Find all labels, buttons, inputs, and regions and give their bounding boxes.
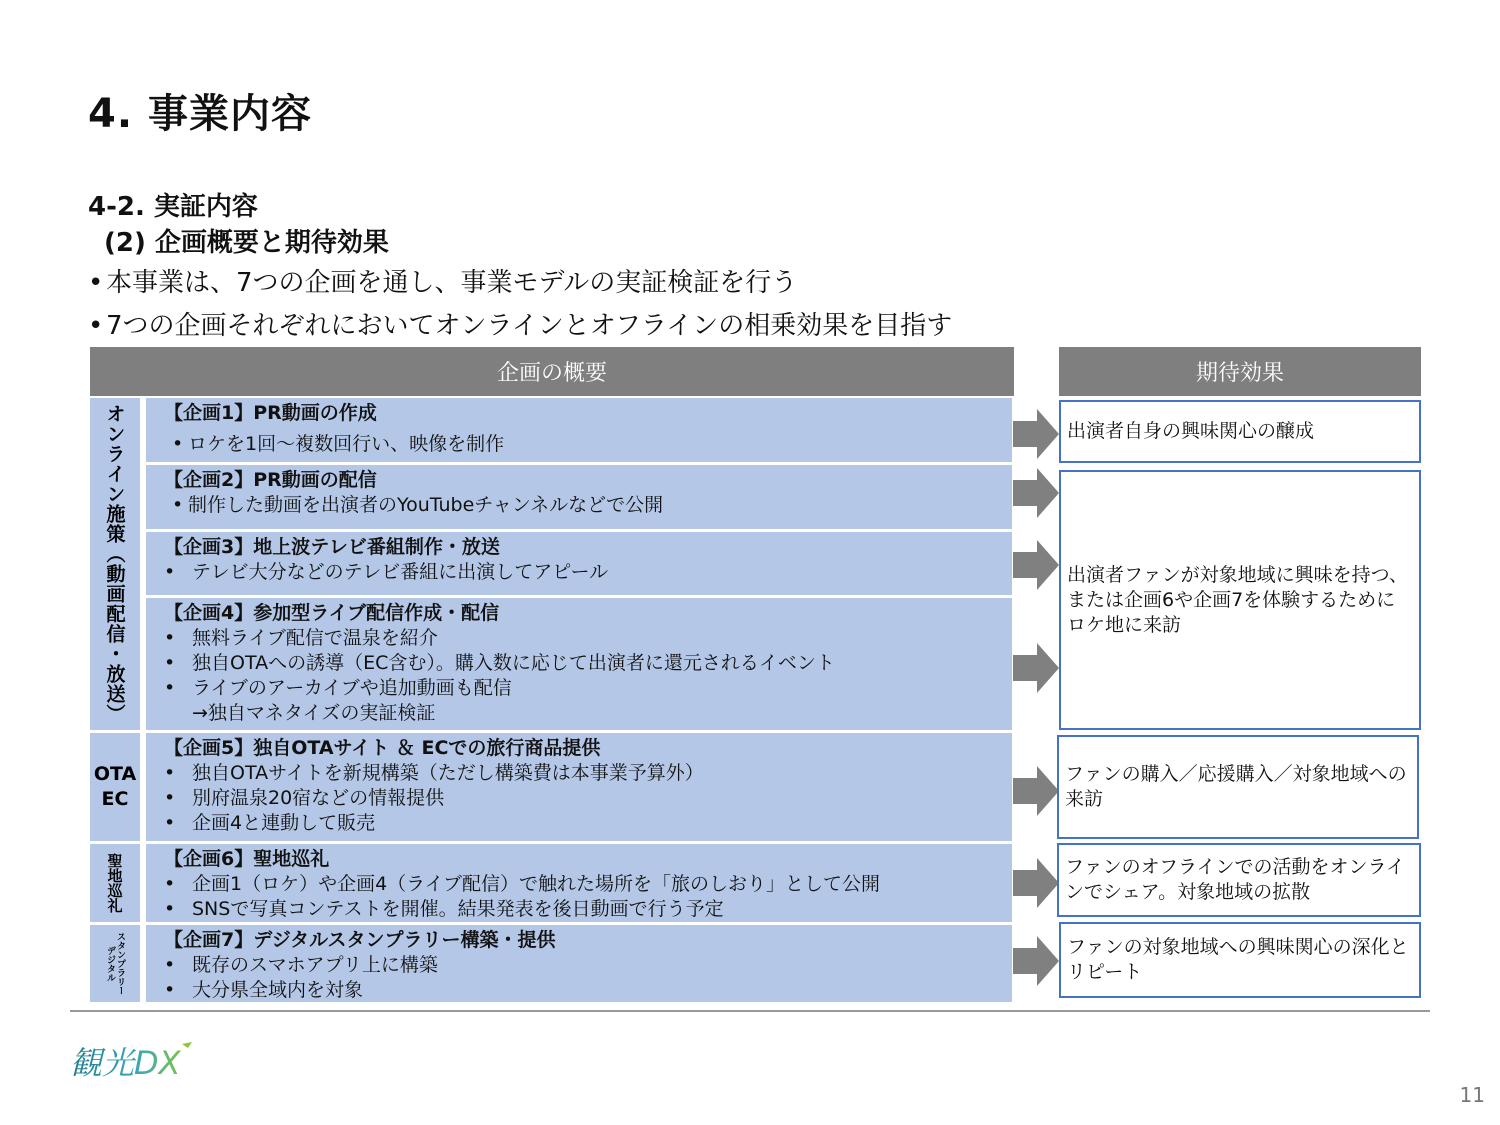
plan-title: 【企画7】デジタルスタンプラリー構築・提供 bbox=[164, 929, 556, 951]
arrow-right-icon bbox=[1013, 858, 1059, 908]
intro-bullet-text: 本事業は、7つの企画を通し、事業モデルの実証検証を行う bbox=[106, 268, 798, 298]
arrow-right-icon bbox=[1013, 540, 1059, 590]
category-ota-ec bbox=[90, 733, 140, 841]
plan-item: →独自マネタイズの実証検証 bbox=[192, 702, 436, 724]
plan-item: • 無料ライブ配信で温泉を紹介 bbox=[164, 626, 1012, 651]
category-online bbox=[90, 398, 140, 730]
intro-bullet-2 bbox=[88, 305, 952, 342]
bullet-icon: • bbox=[88, 268, 104, 298]
category-ota-label: OTA bbox=[93, 763, 137, 785]
category-seichi-label: 聖地巡礼 bbox=[105, 853, 124, 913]
plan-item: • 既存のスマホアプリ上に構築 bbox=[164, 953, 1012, 978]
plan-item: • 企画1（ロケ）や企画4（ライブ配信）で触れた場所を「旅のしおり」として公開 bbox=[164, 872, 1012, 897]
arrow-right-icon bbox=[1013, 936, 1059, 986]
effect-1: 出演者自身の興味関心の醸成 bbox=[1059, 400, 1421, 463]
section-subsubtitle: (2) 企画概要と期待効果 bbox=[104, 228, 389, 258]
category-ec-label: EC bbox=[101, 788, 129, 810]
plan-6 bbox=[146, 844, 1012, 922]
plan-item: • 制作した動画を出演者のYouTubeチャンネルなどで公開 bbox=[164, 493, 1012, 518]
plan-5 bbox=[146, 733, 1012, 841]
category-stamp-label-1: デジタル bbox=[105, 945, 115, 982]
arrow-right-icon bbox=[1013, 766, 1059, 816]
plan-item: • 独自OTAサイトを新規構築（ただし構築費は本事業予算外） bbox=[164, 761, 1012, 786]
plan-7 bbox=[146, 925, 1012, 1002]
plan-item: • 独自OTAへの誘導（EC含む）。購入数に応じて出演者に還元されるイベント bbox=[164, 651, 1012, 676]
table-header-effects: 期待効果 bbox=[1059, 347, 1421, 396]
category-stamp-label-2: スタンプラリー bbox=[115, 932, 125, 995]
effect-5: ファンの対象地域への興味関心の深化とリピート bbox=[1059, 922, 1421, 998]
footer-divider bbox=[70, 1010, 1430, 1012]
plan-1 bbox=[146, 398, 1012, 462]
plan-3 bbox=[146, 532, 1012, 595]
kanko-dx-logo bbox=[70, 1040, 200, 1082]
arrow-right-icon bbox=[1013, 409, 1059, 459]
plan-item: • 大分県全域内を対象 bbox=[164, 978, 1012, 1003]
arrow-right-icon bbox=[1013, 468, 1059, 518]
plan-item: • 別府温泉20宿などの情報提供 bbox=[164, 786, 1012, 811]
page-title: 4. 事業内容 bbox=[88, 91, 312, 137]
plan-item: • ライブのアーカイブや追加動画も配信 bbox=[164, 676, 1012, 701]
bullet-icon: • bbox=[88, 311, 104, 341]
effect-3: ファンの購入／応援購入／対象地域への来訪 bbox=[1057, 735, 1419, 839]
plan-title: 【企画4】参加型ライブ配信作成・配信 bbox=[164, 602, 500, 624]
plan-2 bbox=[146, 465, 1012, 529]
category-stamp bbox=[90, 925, 140, 1002]
category-seichi bbox=[90, 844, 140, 922]
plan-4 bbox=[146, 598, 1012, 730]
effect-4: ファンのオフラインでの活動をオンラインでシェア。対象地域の拡散 bbox=[1057, 843, 1421, 917]
plan-title: 【企画3】地上波テレビ番組制作・放送 bbox=[164, 536, 500, 558]
plan-item: • ロケを1回～複数回行い、映像を制作 bbox=[164, 432, 1012, 457]
plan-item: • 企画4と連動して販売 bbox=[164, 811, 1012, 836]
logo-text: 観光DX bbox=[70, 1044, 181, 1082]
plan-title: 【企画5】独自OTAサイト ＆ ECでの旅行商品提供 bbox=[164, 737, 601, 759]
plan-title: 【企画2】PR動画の配信 bbox=[164, 469, 377, 491]
page-number: 11 bbox=[1459, 1083, 1485, 1107]
table-header-overview: 企画の概要 bbox=[90, 347, 1014, 396]
arrow-right-icon bbox=[1013, 643, 1059, 693]
section-subtitle: 4-2. 実証内容 bbox=[88, 192, 258, 222]
effect-2: 出演者ファンが対象地域に興味を持つ、または企画6や企画7を体験するためにロケ地に来訪 bbox=[1059, 470, 1421, 730]
plan-item: • SNSで写真コンテストを開催。結果発表を後日動画で行う予定 bbox=[164, 897, 1012, 922]
plan-title: 【企画6】聖地巡礼 bbox=[164, 848, 330, 870]
intro-bullet-1 bbox=[88, 262, 797, 299]
plan-item: • テレビ大分などのテレビ番組に出演してアピール bbox=[164, 560, 1012, 585]
category-online-label: オンライン施策（動画配信・放送） bbox=[103, 404, 126, 724]
intro-bullet-text: 7つの企画それぞれにおいてオンラインとオフラインの相乗効果を目指す bbox=[106, 311, 953, 341]
plan-title: 【企画1】PR動画の作成 bbox=[164, 402, 377, 424]
